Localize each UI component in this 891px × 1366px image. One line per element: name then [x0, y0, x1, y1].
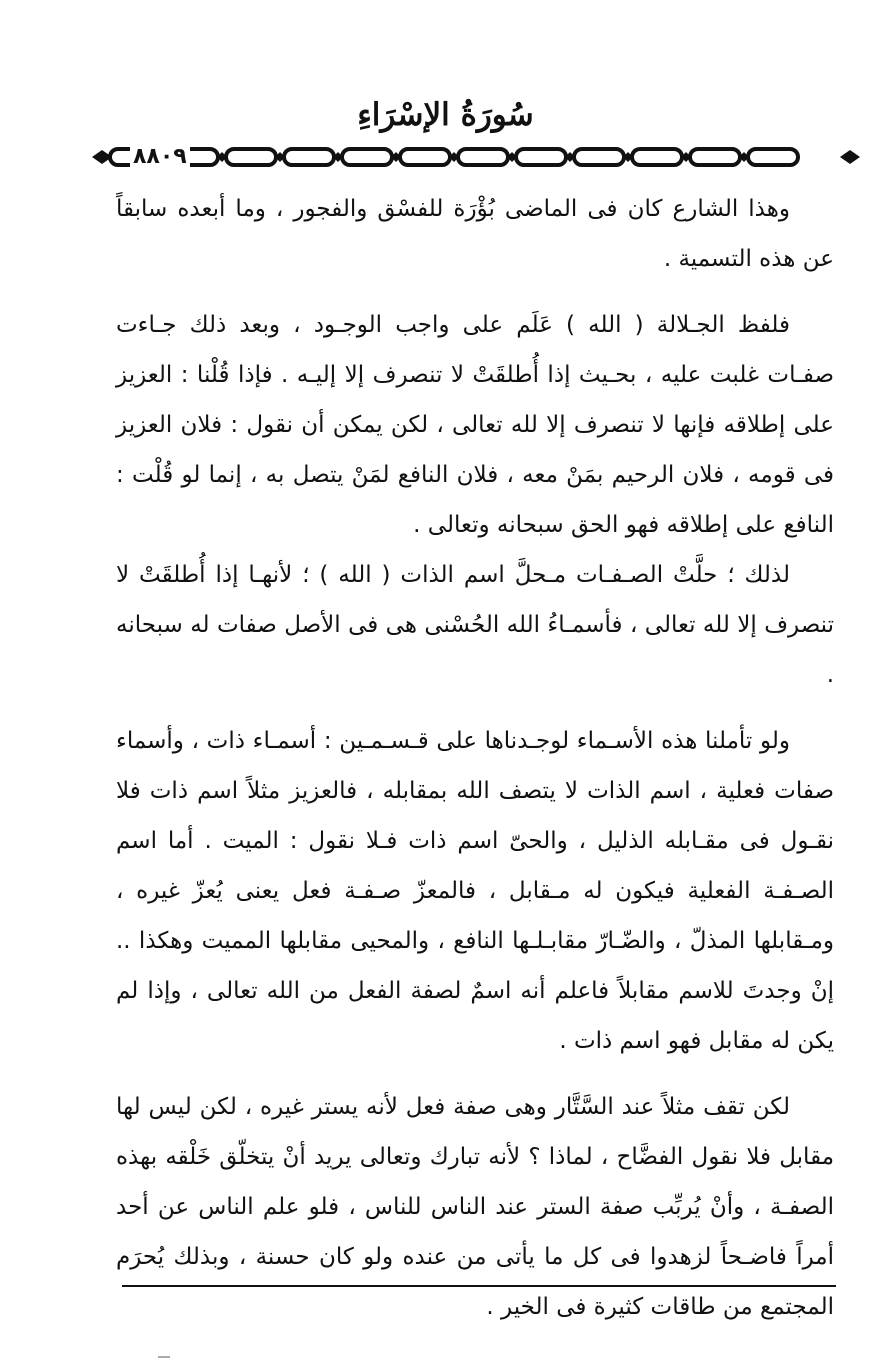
text-line: ولو تأملنا هذه الأسـماء لوجـدناها على قـسـمـين : أسمـاء ذات ، [191, 728, 790, 754]
text-line: الميت . أما اسم الصـفـة الفعلية فيكون له مـقابل ، فالمعزّ صـفـة فعل [116, 828, 834, 904]
chain-link [516, 149, 566, 165]
page-number: ٨٨٠٩ [130, 140, 190, 174]
text-line: وهذا الشارع كان فى الماضى بُؤْرَة للفسْق والفجور ، وما أبعده سابقاً عن [116, 196, 834, 272]
ornament-end-diamond [840, 150, 860, 164]
text-line: العزيز على إطلاقه فإنها لا تنصرف إلا لله تعالى ، لكن يمكن أن نقول : [116, 362, 834, 438]
chain-link-ornament-icon [92, 140, 860, 174]
text-line: فلو علم الناس عن أحد أمراً فاضـحاً لزهدوا فى كل ما يأتى من عنده [116, 1194, 834, 1270]
paragraph-5 [116, 1082, 834, 1332]
chain-link [284, 149, 334, 165]
chain-link [400, 149, 450, 165]
text-line: لا تنصرف إلا لله تعالى ، فأسمـاءُ الله الحُسْنى هى فى الأصل صفات [116, 562, 835, 638]
body-text [116, 184, 834, 1332]
text-line: لكن تقف مثلاً عند السَّتَّار وهى صفة فعل لأنه يستر غيره ، لكن [199, 1094, 790, 1120]
text-line: به ، إنما لو قُلْت : النافع على إطلاقه فهو الحق سبحانه وتعالى . [116, 462, 834, 538]
paragraph-3 [116, 550, 834, 700]
text-line: ولو كان حسنة ، وبذلك يُحرَم المجتمع من طاقات كثيرة فى الخير . [116, 1244, 834, 1320]
paragraph-2 [116, 300, 834, 550]
text-line: يعنى يُعزّ غيره ، ومـقابلها المذلّ ، والضّـارّ مقابـلـها النافع ، والمحيى [116, 878, 834, 954]
text-line: هذه التسمية . [663, 246, 796, 272]
chain-ornament-band [92, 140, 860, 174]
chain-link [690, 149, 740, 165]
text-line: لذلك ؛ حلَّتْ الصـفـات مـحلَّ اسم الذات ( الله ) ؛ لأنهـا إذا أُطلقَتْ [139, 562, 791, 588]
footer-divider [122, 1285, 836, 1287]
paragraph-4 [116, 716, 834, 1066]
chain-link [574, 149, 624, 165]
chain-link [458, 149, 508, 165]
paragraph-1 [116, 184, 834, 284]
surah-title: سُورَةُ الإسْرَاءِ [357, 97, 534, 133]
text-line: ليس لها مقابل فلا نقول الفضَّاح ، لماذا ؟ لأنه تبارك وتعالى يريد أنْ [116, 1094, 835, 1170]
chain-link [342, 149, 392, 165]
text-line: وأسماء صفات فعلية ، اسم الذات لا يتصف الله بمقابله ، فالعزيز مثلاً [116, 728, 835, 804]
chain-link [748, 149, 798, 165]
text-line: صفـات غلبت عليه ، بحـيث إذا أُطلقَتْ لا تنصرف إلا إليـه . فإذا قُلْنا : [180, 362, 834, 388]
text-line: الفعل من الله تعالى ، وإذا لم يكن له مقابل فهو اسم ذات . [116, 978, 834, 1054]
text-line: فلان العزيز فى قومه ، فلان الرحيم بمَنْ معه ، فلان النافع لمَنْ يتصل [116, 412, 835, 488]
chain-link [632, 149, 682, 165]
text-line: له سبحانه . [116, 612, 834, 688]
chain-link [226, 149, 276, 165]
text-line: يتخلّق خَلْقه بهذه الصفـة ، وأنْ يُربِّب صفة الستر عند الناس للناس ، [116, 1144, 835, 1220]
scan-speck [158, 1356, 170, 1358]
text-line: مقابلها المميت وهكذا .. إنْ وجدتَ للاسم مقابلاً فاعلم أنه اسمٌ لصفة [116, 928, 835, 1004]
text-line: اسم ذات فلا نقـول فى مقـابله الذليل ، والحىّ اسم ذات فـلا نقول : [116, 778, 835, 854]
text-line: فلفظ الجـلالة ( الله ) عَلَم على واجب الوجـود ، وبعد ذلك جـاءت [116, 312, 790, 338]
